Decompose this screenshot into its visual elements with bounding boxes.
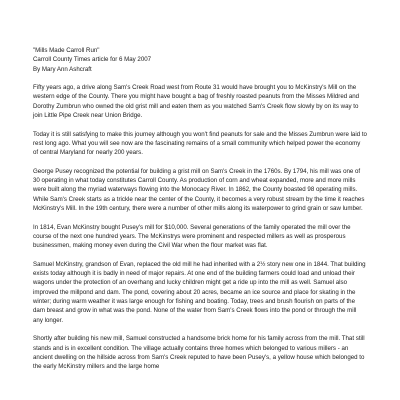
- paragraph: In 1814, Evan McKinstry bought Pusey's mill for $10,000. Several generations of the family operated the mill over the course of the next one hundred years. The McKinstrys were prominent and respected millers as well as prosperous businessmen, making money even during the Civil War when the flour market was flat.: [33, 223, 351, 250]
- paragraph: Samuel McKinstry, grandson of Evan, replaced the old mill he had inherited with a 2½ story new one in 1844. That building exists today although it is badly in need of major repairs. At one end of the building farmers could load and unload their wagons under the protection of an overhang and lucky children might get a ride up into the mill as well. Samuel also improved the millpond and dam. The pond, covering about 20 acres, became an ice source and place for skating in the winter; during warm weather it was large enough for fishing and boating. Today, trees and brush flourish on parts of the dam breast and grow in what was the pond. None of the water from Sam's Creek flows into the pond or through the mill any longer.: [33, 260, 366, 324]
- publication-line: Carroll County Times article for 6 May 2007: [33, 56, 152, 64]
- paragraph: George Pusey recognized the potential for building a grist mill on Sam's Creek in the 1760s. By 1794, his mill was one of 30 operating in what today constitutes Carroll County. As production of corn and wheat expanded, more and more mills were built along the myriad waterways flowing into the Monocacy River. In 1862, the County boasted 98 operating mills. While Sam's Creek starts as a trickle near the center of the County, it becomes a very robust stream by the time it reaches McKinstry's Mill. In the 19th century, there were a number of other mills along its waterpower to grind grain or saw lumber.: [33, 167, 365, 213]
- paragraph: Today it is still satisfying to make this journey although you won't find peanuts for sale and the Misses Zumbrun were laid to rest long ago. What you will see now are the fascinating remains of a small community which helped power the economy of central Maryland for nearly 200 years.: [33, 130, 367, 157]
- document-page: [33, 46, 367, 381]
- paragraph: Shortly after building his new mill, Samuel constructed a handsome brick home for his family across from the mill. That still stands and is in excellent condition. The village actually contains three homes which belonged to various millers - an ancient dwelling on the hillside across from Sam's Creek reputed to have been Pusey's, a yellow house which belonged to the early McKinstry millers and the large home: [33, 335, 365, 371]
- article-header: [33, 46, 367, 74]
- paragraph: Fifty years ago, a drive along Sam's Creek Road west from Route 31 would have brought you to McKinstry's Mill on the western edge of the County. There you might have bought a bag of freshly roasted peanuts from the Misses Mildred and Dorothy Zumbrun who owned the old grist mill and eaten them as you watched Sam's Creek flow slowly by on its way to join Little Pipe Creek near Union Bridge.: [33, 84, 360, 120]
- article-title: "Mills Made Carroll Run": [33, 47, 100, 54]
- byline: By Mary Ann Ashcraft: [33, 65, 92, 73]
